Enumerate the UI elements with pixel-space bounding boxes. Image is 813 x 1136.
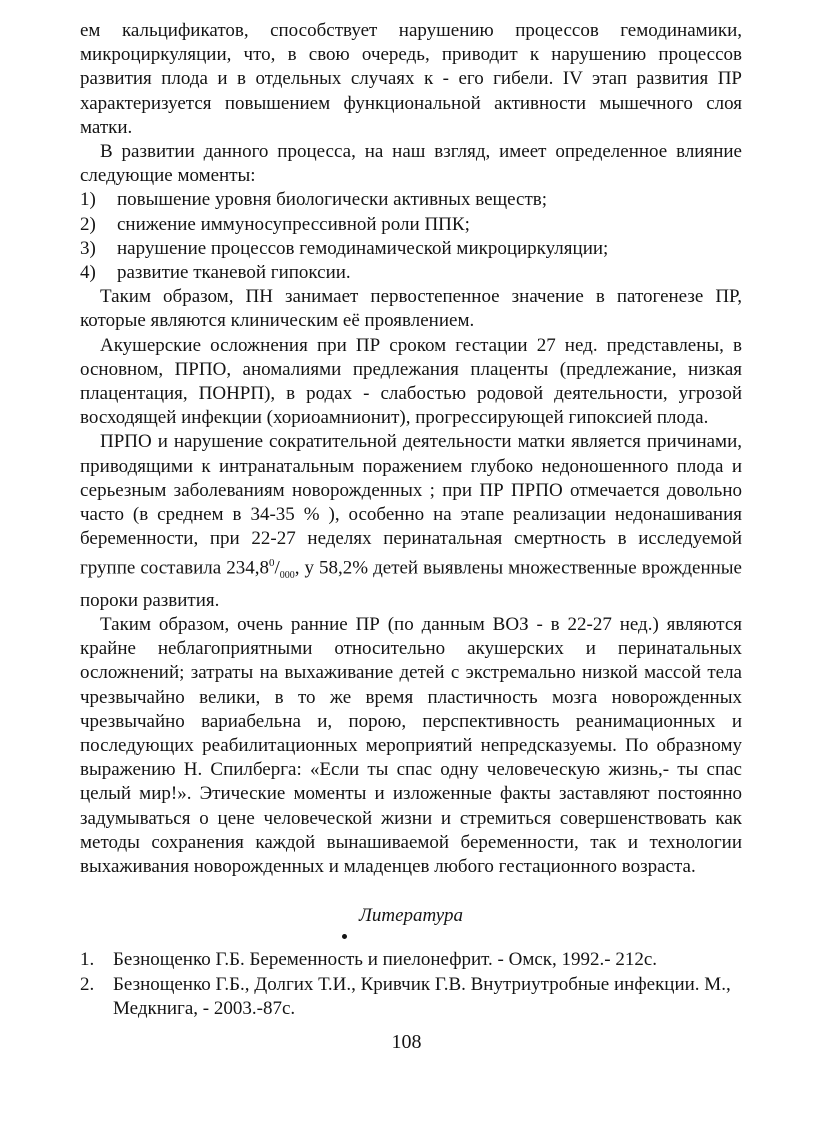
- reference-item: [80, 948, 742, 973]
- paragraph-5-text-after: , у 58,2% детей выявлены множественные врожденные пороки развития.: [80, 557, 742, 611]
- per-mille-slash: /: [274, 557, 280, 579]
- paragraph-5-text-before: ПРПО и нарушение сократительной деятельности матки является причинами, приводящими к интранатальным поражением глубоко недоношенного плода и серьезным заболеваниям новорожденных ; при ПР ПРПО отмечается довольно часто (в среднем в 34-35 % ), особенно на этапе реализации недонашивания беременности, при 22-27 неделях перинатальная смертность в исследуемой группе составила 234,8: [80, 431, 742, 579]
- paragraph-1: ем кальцификатов, способствует нарушению процессов гемодинамики, микроциркуляции, что, в свою очередь, приводит к нарушению процессов развития плода и в отдельных случаях к - его гибели. IV этап развития ПР характеризуется повышением функциональной активности мышечного слоя матки.: [80, 20, 742, 138]
- factors-list: [80, 188, 742, 285]
- list-item-number: 4): [80, 262, 96, 284]
- per-mille-sup: 0: [268, 557, 275, 570]
- reference-number: 1.: [80, 949, 95, 970]
- list-item: [80, 261, 742, 285]
- paragraph-5: [80, 430, 742, 613]
- list-item-text: снижение иммуносупрессивной роли ППК;: [117, 213, 470, 235]
- list-item-number: 1): [80, 189, 96, 211]
- list-item: [80, 237, 742, 261]
- list-item-number: 2): [80, 213, 96, 235]
- list-item-text: нарушение процессов гемодинамической микроциркуляции;: [117, 237, 609, 259]
- references-title: Литература: [359, 905, 463, 926]
- list-item-number: 3): [80, 237, 96, 259]
- paragraph-3: Таким образом, ПН занимает первостепенное значение в патогенезе ПР, которые являются клиническим её проявлением.: [80, 286, 742, 332]
- paragraph-4: Акушерские осложнения при ПР сроком гестации 27 нед. представлены, в основном, ПРПО, аномалиями предлежания плаценты (предлежание, низкая плацентация, ПОНРП), в родах - слабостью родовой деятельности, угрозой восходящей инфекции (хориоамнионит), прогрессирующей гипоксией плода.: [80, 334, 742, 429]
- list-item: [80, 188, 742, 212]
- paragraph-6: Таким образом, очень ранние ПР (по данным ВОЗ - в 22-27 нед.) являются крайне неблагоприятными относительно акушерских и перинатальных осложнений; затраты на выхаживание детей с экстремально низкой массой тела чрезвычайно велики, в то же время пластичность мозга новорожденных чрезвычайно вариабельна и, порою, перспективность реанимационных и последующих реабилитационных мероприятий непредсказуемы. По образному выражению Н. Спилберга: «Если ты спас одну человеческую жизнь,- ты спас целый мир!». Этические моменты и изложенные факты заставляют постоянно задумываться о цене человеческой жизни и стремиться совершенствовать как методы сохранения каждой вынашиваемой беременности, так и технологии выхаживания новорожденных и младенцев любого гестационного возраста.: [80, 614, 742, 878]
- reference-number: 2.: [80, 973, 95, 995]
- paragraph-2: В развитии данного процесса, на наш взгляд, имеет определенное влияние следующие моменты:: [80, 141, 742, 187]
- list-item-text: повышение уровня биологически активных веществ;: [117, 189, 548, 211]
- reference-item: [80, 973, 742, 1022]
- per-mille-sub: 000: [279, 570, 295, 582]
- body-text: [80, 19, 742, 879]
- list-item: [80, 213, 742, 237]
- page-number: 108: [391, 1031, 422, 1053]
- bullet-dot: [342, 934, 347, 939]
- list-item-text: развитие тканевой гипоксии.: [117, 262, 351, 284]
- reference-text: Безнощенко Г.Б. Беременность и пиелонефрит. - Омск, 1992.- 212с.: [113, 949, 658, 970]
- reference-text: Безнощенко Г.Б., Долгих Т.И., Кривчик Г.В. Внутриутробные инфекции. М., Медкнига, - 2003.-87с.: [113, 973, 731, 1019]
- references-list: [80, 948, 742, 1022]
